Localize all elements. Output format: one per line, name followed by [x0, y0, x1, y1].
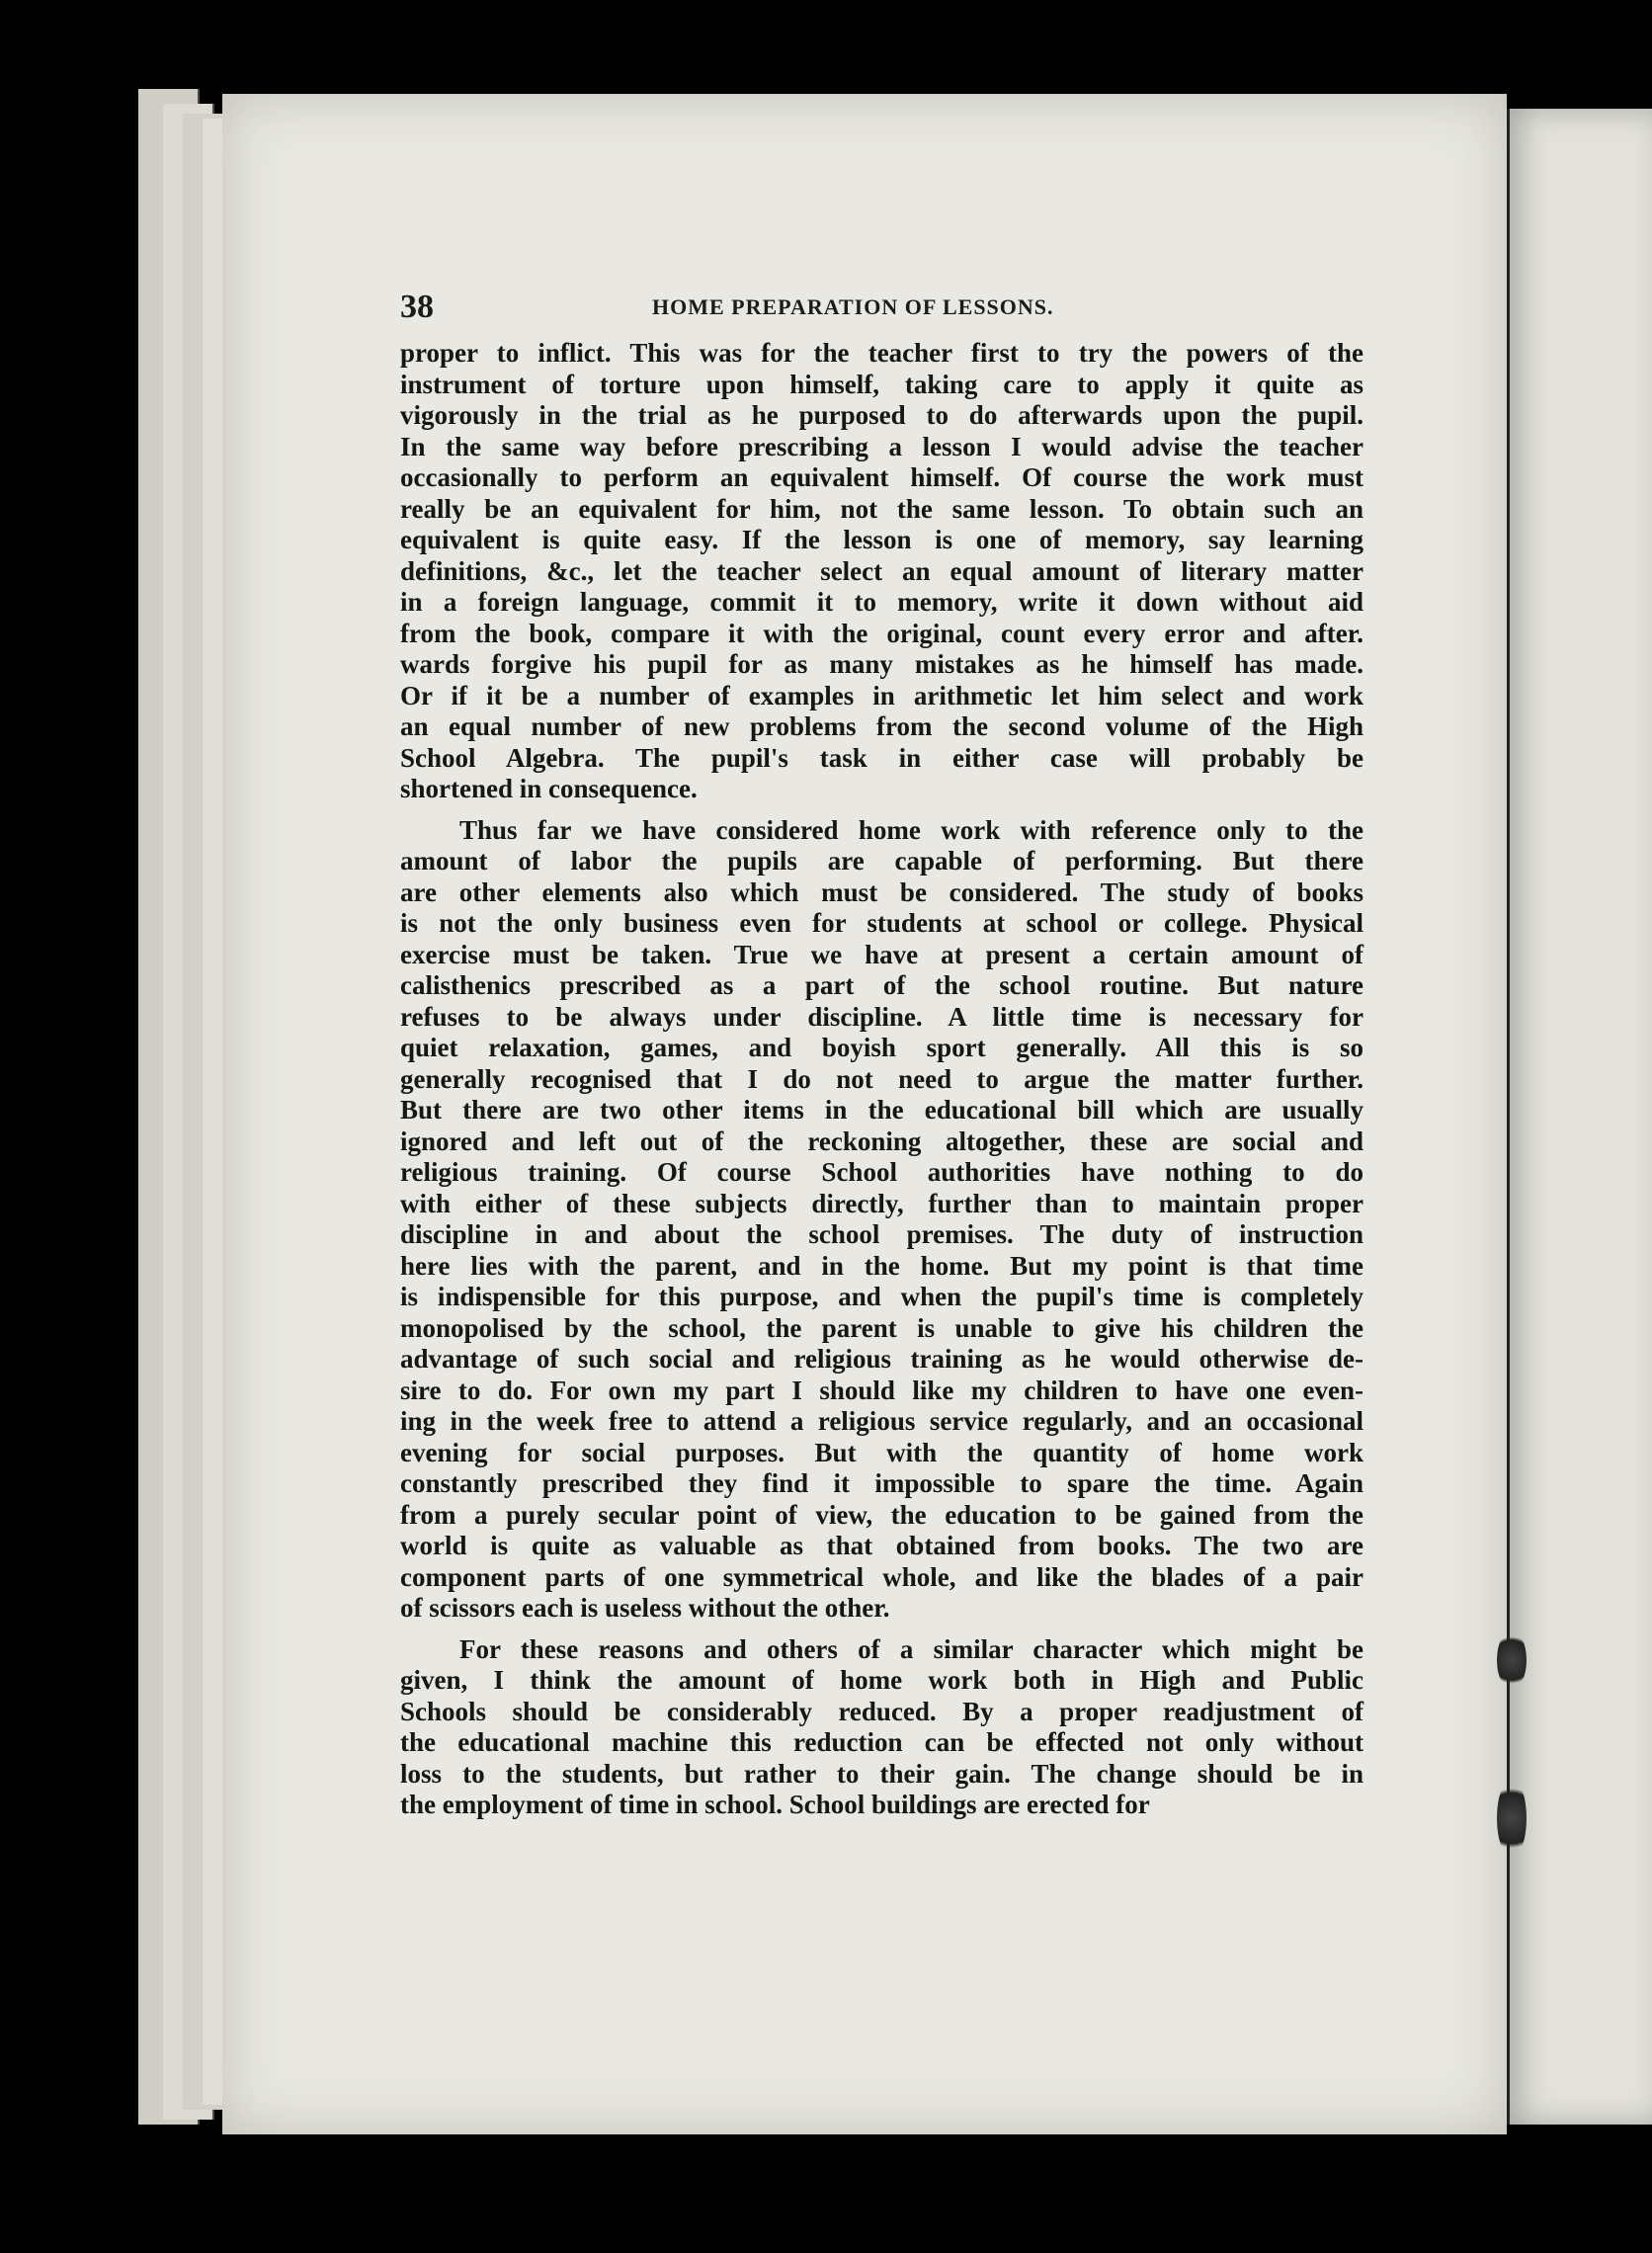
text-line: generally recognised that I do not need to argue the matter further.: [400, 1063, 1363, 1094]
text-line: in a foreign language, commit it to memory, write it down without aid: [400, 587, 1363, 617]
paragraph: [400, 815, 1363, 1625]
text-line: instrument of torture upon himself, taking care to apply it quite as: [400, 369, 1363, 399]
paragraph-gap: [400, 805, 1363, 815]
page-number: 38: [400, 289, 434, 325]
text-line: definitions, &c., let the teacher select an equal amount of literary matter: [400, 555, 1363, 586]
text-line: ing in the week free to attend a religious service regularly, and an occasional: [400, 1406, 1363, 1436]
text-line: Schools should be considerably reduced. By a proper readjustment of: [400, 1696, 1363, 1726]
text-line: is not the only business even for students at school or college. Physical: [400, 908, 1363, 938]
text-line: refuses to be always under discipline. A little time is necessary for: [400, 1001, 1363, 1032]
paragraph-gap: [400, 1625, 1363, 1634]
text-line: from the book, compare it with the original, count every error and after.: [400, 618, 1363, 648]
paragraph: [400, 338, 1363, 805]
text-line: amount of labor the pupils are capable of performing. But there: [400, 846, 1363, 876]
text-line: occasionally to perform an equivalent himself. Of course the work must: [400, 462, 1363, 492]
facing-page-edge: [1507, 109, 1652, 2125]
text-line: advantage of such social and religious training as he would otherwise de-: [400, 1344, 1363, 1374]
text-line: loss to the students, but rather to their gain. The change should be in: [400, 1758, 1363, 1789]
text-line: component parts of one symmetrical whole, and like the blades of a pair: [400, 1561, 1363, 1592]
text-line: calisthenics prescribed as a part of the school routine. But nature: [400, 970, 1363, 1000]
binding-mark: [1497, 1779, 1527, 1858]
text-line: For these reasons and others of a similar character which might be: [459, 1633, 1363, 1664]
text-line: from a purely secular point of view, the education to be gained from the: [400, 1499, 1363, 1530]
text-line: In the same way before prescribing a lesson I would advise the teacher: [400, 431, 1363, 461]
text-line: here lies with the parent, and in the home. But my point is that time: [400, 1250, 1363, 1281]
text-line: is indispensible for this purpose, and when the pupil's time is completely: [400, 1282, 1363, 1311]
text-line: equivalent is quite easy. If the lesson is one of memory, say learning: [400, 525, 1363, 554]
text-line: vigorously in the trial as he purposed to do afterwards upon the pupil.: [400, 400, 1363, 430]
text-line: ignored and left out of the reckoning altogether, these are social and: [400, 1126, 1363, 1156]
text-line: evening for social purposes. But with the quantity of home work: [400, 1437, 1363, 1467]
text-line: quiet relaxation, games, and boyish sport generally. All this is so: [400, 1033, 1363, 1062]
text-line: world is quite as valuable as that obtained from books. The two are: [400, 1531, 1363, 1560]
text-line: with either of these subjects directly, further than to maintain proper: [400, 1188, 1363, 1218]
text-line: monopolised by the school, the parent is unable to give his children the: [400, 1312, 1363, 1343]
binding-mark: [1497, 1630, 1527, 1690]
text-line: But there are two other items in the educational bill which are usually: [400, 1095, 1363, 1125]
running-head: HOME PREPARATION OF LESSONS.: [652, 294, 1054, 319]
text-line: an equal number of new problems from the second volume of the High: [400, 711, 1363, 741]
text-line: the employment of time in school. School buildings are erected for: [400, 1790, 1150, 1819]
text-line: of scissors each is useless without the other.: [400, 1593, 890, 1623]
text-line: religious training. Of course School authorities have nothing to do: [400, 1157, 1363, 1187]
text-line: proper to inflict. This was for the teacher first to try the powers of the: [400, 338, 1363, 368]
body-text: [400, 338, 1363, 1821]
text-line: really be an equivalent for him, not the same lesson. To obtain such an: [400, 493, 1363, 524]
text-line: exercise must be taken. True we have at present a certain amount of: [400, 939, 1363, 969]
paragraph: [400, 1634, 1363, 1821]
text-line: sire to do. For own my part I should like my children to have one even-: [400, 1375, 1363, 1405]
page-header: [400, 289, 1368, 328]
text-line: are other elements also which must be considered. The study of books: [400, 876, 1363, 907]
text-line: discipline in and about the school premises. The duty of instruction: [400, 1219, 1363, 1249]
text-line: the educational machine this reduction can be effected not only without: [400, 1727, 1363, 1757]
text-line: constantly prescribed they find it impossible to spare the time. Again: [400, 1468, 1363, 1498]
text-line: Or if it be a number of examples in arithmetic let him select and work: [400, 680, 1363, 710]
text-line: School Algebra. The pupil's task in either case will probably be: [400, 742, 1363, 773]
text-line: given, I think the amount of home work both in High and Public: [400, 1665, 1363, 1695]
text-line: Thus far we have considered home work with reference only to the: [459, 814, 1363, 845]
text-line: wards forgive his pupil for as many mistakes as he himself has made.: [400, 649, 1363, 679]
text-line: shortened in consequence.: [400, 774, 698, 803]
